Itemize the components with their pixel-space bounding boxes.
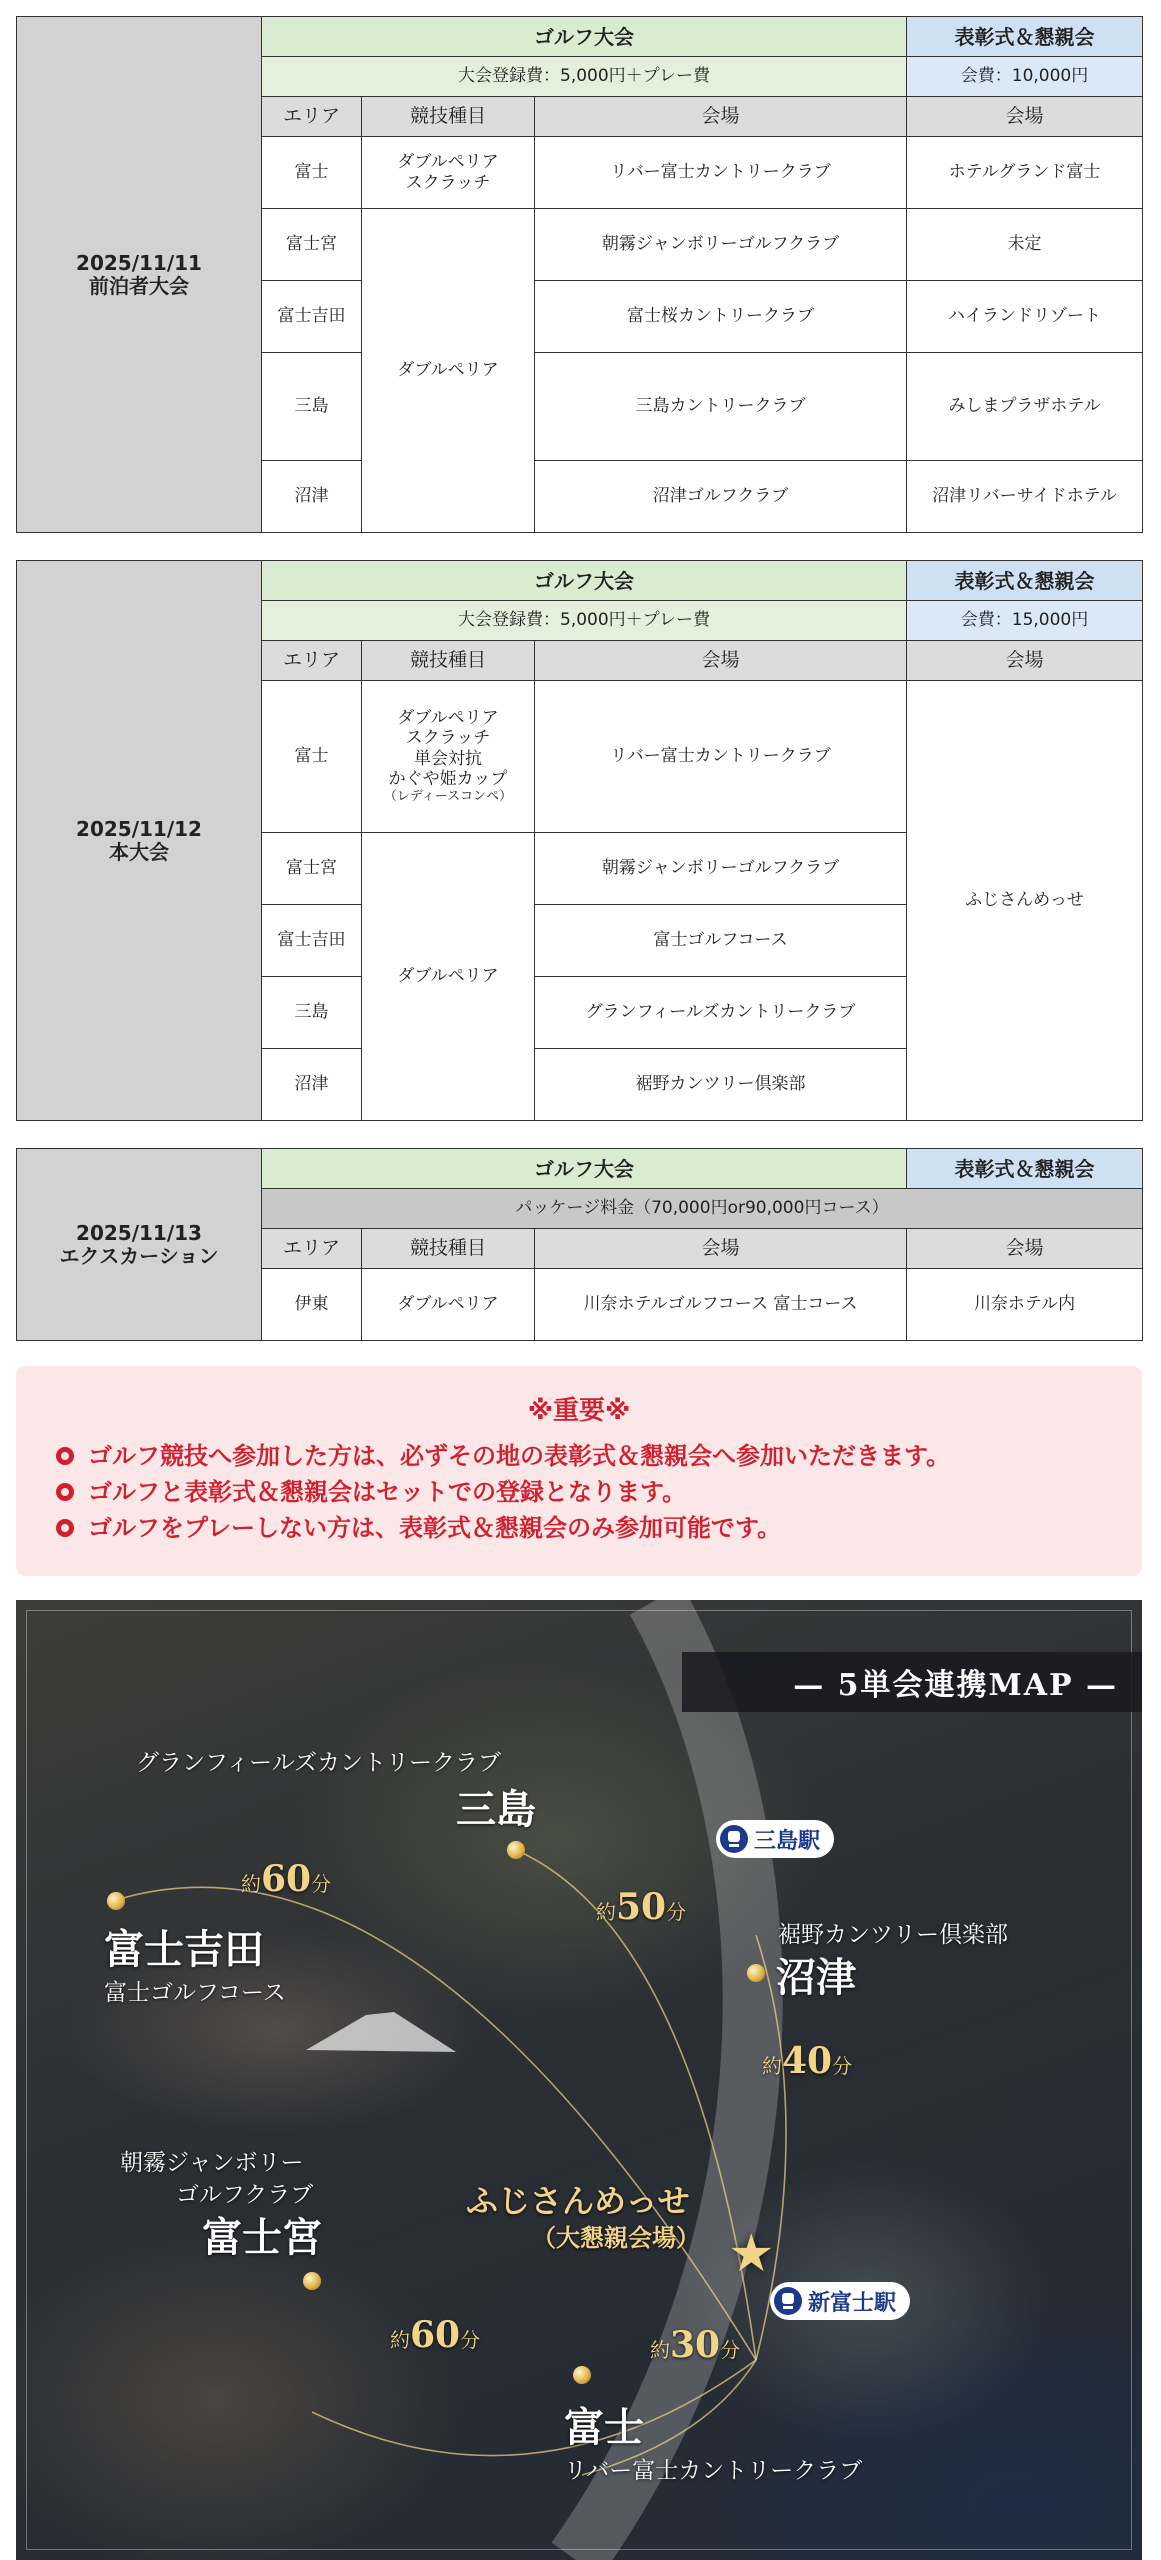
fujiyoshida-name: 富士吉田 — [104, 1926, 264, 1973]
fuji-name: 富士 — [564, 2404, 644, 2451]
event-note: （レディースコンペ） — [383, 789, 513, 805]
area-cell: 沼津 — [262, 1049, 362, 1121]
notice-text: ゴルフをプレーしない方は、表彰式＆懇親会のみ参加可能です。 — [88, 1514, 782, 1542]
area-cell: 富士 — [262, 137, 362, 209]
time-fuji: 約30分 — [650, 2324, 741, 2366]
map-title: — 5単会連携MAP — — [793, 1668, 1118, 1703]
col-event-header: 競技種目 — [362, 97, 535, 137]
day3-date: 2025/11/13 — [76, 1220, 202, 1245]
venue-cell: 三島カントリークラブ — [535, 353, 907, 461]
center-venue-sub: （大懇親会場） — [532, 2223, 700, 2252]
day2-name: 本大会 — [109, 839, 169, 864]
numazu-marker — [747, 1964, 765, 1982]
day2-party-fee: 会費：15,000円 — [907, 601, 1143, 641]
area-cell: 富士宮 — [262, 833, 362, 905]
fujinomiya-name: 富士宮 — [202, 2214, 322, 2261]
party-venue-cell: 川奈ホテル内 — [907, 1269, 1143, 1341]
mishima-club: グランフィールズカントリークラブ — [136, 1750, 502, 1776]
day2-golf-fee: 大会登録費：5,000円＋プレー費 — [262, 601, 907, 641]
venue-cell: 富士桜カントリークラブ — [535, 281, 907, 353]
party-venue-cell: 沼津リバーサイドホテル — [907, 461, 1143, 533]
mishima-marker — [507, 1841, 525, 1859]
day3-schedule-table — [16, 1148, 1143, 1341]
shinfuji-station — [770, 2282, 910, 2320]
area-cell: 富士吉田 — [262, 905, 362, 977]
event-line: スクラッチ — [405, 728, 491, 749]
area-cell: 富士吉田 — [262, 281, 362, 353]
important-notice — [16, 1366, 1142, 1576]
station-label: 新富士駅 — [808, 2289, 897, 2316]
col-event-header: 競技種目 — [362, 641, 535, 681]
day3-package-fee: パッケージ料金（70,000円or90,000円コース） — [262, 1189, 1143, 1229]
time-mishima: 約50分 — [596, 1886, 687, 1928]
fujiyoshida-club: 富士ゴルフコース — [104, 1980, 286, 2006]
day1-schedule-table — [16, 16, 1143, 533]
bullet-icon — [56, 1447, 74, 1465]
col-venue-header: 会場 — [535, 1229, 907, 1269]
notice-item — [56, 1474, 950, 1510]
venue-cell: 沼津ゴルフクラブ — [535, 461, 907, 533]
day3-golf-header: ゴルフ大会 — [262, 1149, 907, 1189]
event-cell — [362, 137, 535, 209]
day2-golf-header: ゴルフ大会 — [262, 561, 907, 601]
mishima-name: 三島 — [456, 1786, 536, 1833]
day1-name: 前泊者大会 — [89, 273, 189, 298]
event-line: ダブルペリア — [397, 707, 499, 728]
day1-golf-fee: 大会登録費：5,000円＋プレー費 — [262, 57, 907, 97]
col-area-header: エリア — [262, 97, 362, 137]
star-icon: ★ — [728, 2224, 775, 2284]
mishima-station — [716, 1820, 834, 1858]
col-party-venue-header: 会場 — [907, 97, 1143, 137]
day3-date-cell — [17, 1149, 262, 1341]
five-chapter-map — [16, 1600, 1142, 2560]
event-line: 単会対抗 — [414, 748, 482, 769]
day2-date-cell — [17, 561, 262, 1121]
time-numazu: 約40分 — [762, 2040, 853, 2082]
day2-date: 2025/11/12 — [76, 816, 202, 841]
fuji-club: リバー富士カントリークラブ — [564, 2458, 863, 2484]
venue-cell: リバー富士カントリークラブ — [535, 681, 907, 833]
party-venue-cell: ふじさんめっせ — [907, 681, 1143, 1121]
numazu-club: 裾野カンツリー倶楽部 — [778, 1922, 1008, 1948]
fujinomiya-marker — [303, 2272, 321, 2290]
event-line: ダブルペリア — [397, 152, 499, 173]
day1-party-fee: 会費：10,000円 — [907, 57, 1143, 97]
area-cell: 伊東 — [262, 1269, 362, 1341]
time-fujinomiya: 約60分 — [390, 2314, 481, 2356]
notice-item — [56, 1510, 950, 1546]
event-line: かぐや姫カップ — [388, 769, 508, 790]
area-cell: 富士 — [262, 681, 362, 833]
venue-cell: グランフィールズカントリークラブ — [535, 977, 907, 1049]
day1-date-cell — [17, 17, 262, 533]
party-venue-cell: みしまプラザホテル — [907, 353, 1143, 461]
notice-text: ゴルフと表彰式＆懇親会はセットでの登録となります。 — [88, 1478, 687, 1506]
day2-schedule-table — [16, 560, 1143, 1121]
day3-party-header: 表彰式＆懇親会 — [907, 1149, 1143, 1189]
venue-cell: 川奈ホテルゴルフコース 富士コース — [535, 1269, 907, 1341]
notice-list — [56, 1438, 950, 1546]
venue-cell: 朝霧ジャンボリーゴルフクラブ — [535, 209, 907, 281]
col-venue-header: 会場 — [535, 97, 907, 137]
day2-party-header: 表彰式＆懇親会 — [907, 561, 1143, 601]
col-area-header: エリア — [262, 641, 362, 681]
col-party-venue-header: 会場 — [907, 1229, 1143, 1269]
area-cell: 三島 — [262, 353, 362, 461]
train-icon — [720, 1825, 748, 1853]
col-area-header: エリア — [262, 1229, 362, 1269]
day3-name: エクスカーション — [59, 1243, 219, 1268]
fujinomiya-club-line1: 朝霧ジャンボリー — [120, 2150, 304, 2176]
time-fujiyoshida: 約60分 — [241, 1858, 332, 1900]
day1-date: 2025/11/11 — [76, 250, 202, 275]
venue-cell: 富士ゴルフコース — [535, 905, 907, 977]
area-cell: 沼津 — [262, 461, 362, 533]
notice-text: ゴルフ競技へ参加した方は、必ずその地の表彰式＆懇親会へ参加いただきます。 — [88, 1442, 951, 1470]
col-event-header: 競技種目 — [362, 1229, 535, 1269]
center-venue-name: ふじさんめっせ — [466, 2182, 690, 2220]
venue-cell: 裾野カンツリー倶楽部 — [535, 1049, 907, 1121]
area-cell: 富士宮 — [262, 209, 362, 281]
fujinomiya-club-line2: ゴルフクラブ — [176, 2182, 314, 2208]
day1-party-header: 表彰式＆懇親会 — [907, 17, 1143, 57]
area-cell: 三島 — [262, 977, 362, 1049]
notice-title: ※重要※ — [527, 1396, 631, 1426]
event-cell: ダブルペリア — [362, 1269, 535, 1341]
numazu-name: 沼津 — [776, 1954, 856, 2001]
col-venue-header: 会場 — [535, 641, 907, 681]
station-label: 三島駅 — [754, 1827, 821, 1854]
party-venue-cell: ホテルグランド富士 — [907, 137, 1143, 209]
event-cell: ダブルペリア — [362, 833, 535, 1121]
bullet-icon — [56, 1483, 74, 1501]
col-party-venue-header: 会場 — [907, 641, 1143, 681]
fuji-marker — [573, 2366, 591, 2384]
bullet-icon — [56, 1519, 74, 1537]
venue-cell: リバー富士カントリークラブ — [535, 137, 907, 209]
event-cell: ダブルペリア — [362, 209, 535, 533]
day1-golf-header: ゴルフ大会 — [262, 17, 907, 57]
notice-item — [56, 1438, 950, 1474]
train-icon — [774, 2287, 802, 2315]
event-cell — [362, 681, 535, 833]
party-venue-cell: 未定 — [907, 209, 1143, 281]
venue-cell: 朝霧ジャンボリーゴルフクラブ — [535, 833, 907, 905]
fujiyoshida-marker — [107, 1892, 125, 1910]
party-venue-cell: ハイランドリゾート — [907, 281, 1143, 353]
event-line: スクラッチ — [405, 172, 491, 193]
